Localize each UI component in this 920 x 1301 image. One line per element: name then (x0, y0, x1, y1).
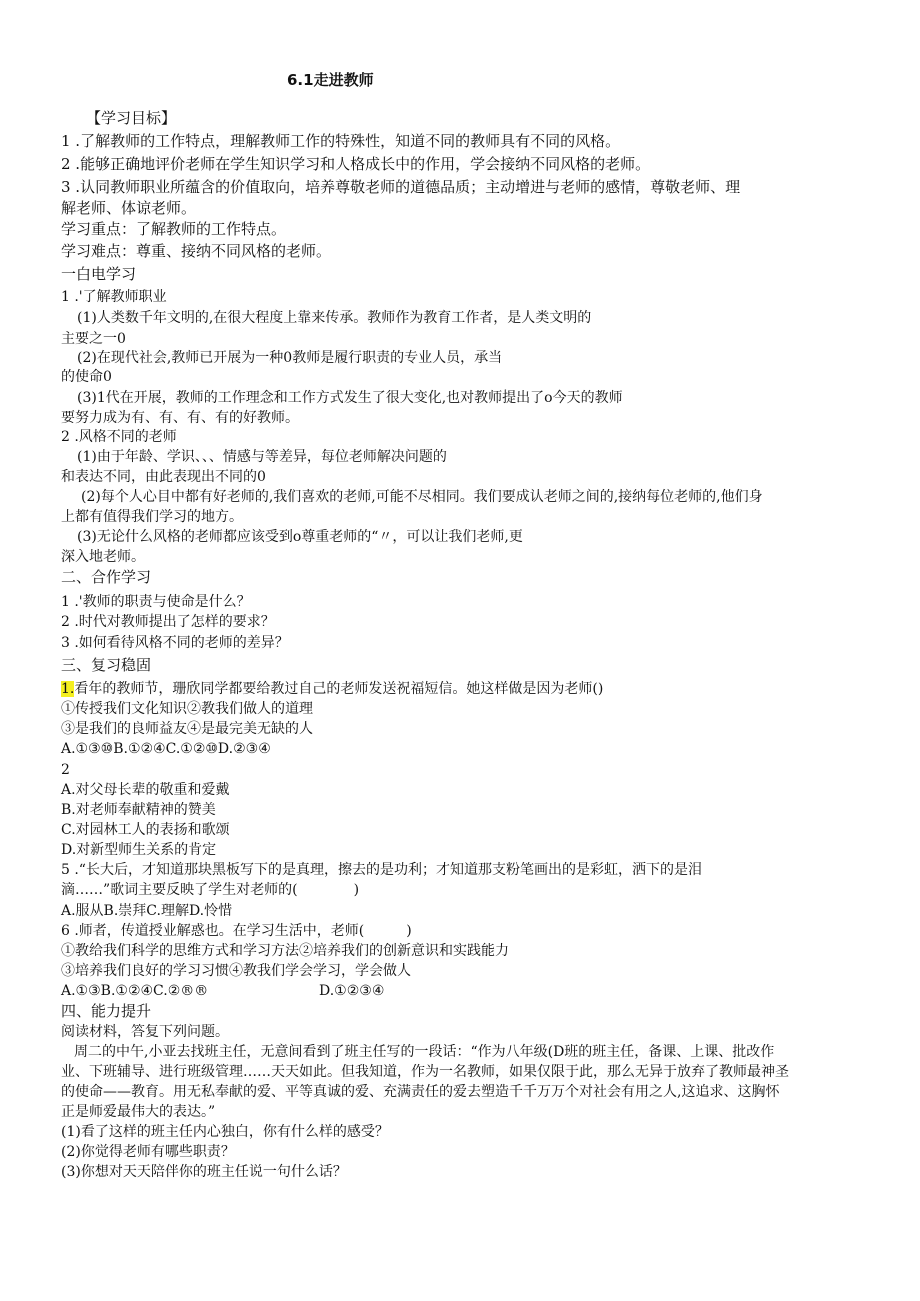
answer-question: (2)你觉得老师有哪些职责？ (61, 1144, 235, 1160)
paragraph-line: 主要之一0 (61, 331, 126, 347)
choice-line: A.服从B.崇拜C.理解D.怜惜 (61, 903, 233, 919)
material-line: 正是师爱最伟大的表达。” (61, 1104, 216, 1120)
paragraph-line: 深入地老师。 (61, 549, 145, 565)
answer-question: (3)你想对天天陪伴你的班主任说一句什么话？ (61, 1164, 347, 1180)
goal-item-3-cont: 解老师、体谅老师。 (61, 199, 197, 217)
paragraph-line: (2)每个人心目中都有好老师的,我们喜欢的老师,可能不尽相同。我们要成认老师之间的,接纳每位老师的,他们身 (81, 489, 763, 505)
section-2-heading: 二、合作学习 (61, 568, 152, 586)
question-number: 2 (61, 762, 70, 778)
section-4-heading: 四、能力提升 (61, 1002, 152, 1020)
paragraph-line: 的使命0 (61, 369, 112, 385)
question-5: 5 .“长大后，才知道那块黑板写下的是真理，擦去的是功利；才知道那支粉笔画出的是彩虹，洒下的是泪 (61, 862, 702, 878)
option-line: D.对新型师生关系的肯定 (61, 842, 217, 858)
subsection-2-heading: 2 .风格不同的老师 (61, 429, 177, 445)
paragraph-line: 和表达不同，由此表现出不同的0 (61, 469, 266, 485)
section-3-heading: 三、复习稳固 (61, 656, 152, 674)
goal-item-2: 2 .能够正确地评价老师在学生知识学习和人格成长中的作用，学会接纳不同风格的老师。 (61, 155, 651, 173)
page-title: 6.1走进教师 (287, 71, 374, 89)
material-line: 业、下班辅导、进行班级管理……天天如此。但我知道，作为一名教师，如果仅限于此，那么无异于放弃了教师最神圣 (61, 1064, 789, 1080)
goal-item-1: 1 .了解教师的工作特点，理解教师工作的特殊性，知道不同的教师具有不同的风格。 (61, 132, 621, 150)
question-5-cont: 滴……”歌词主要反映了学生对老师的( ) (61, 882, 360, 898)
choice-line: A.①③⑩B.①②④C.①②⑩D.②③④ (61, 741, 271, 757)
paragraph-line: 上都有值得我们学习的地方。 (61, 509, 243, 525)
choice-line: A.①③B.①②④C.②®® (61, 983, 209, 999)
goal-item-3: 3 .认同教师职业所蕴含的价值取向，培养尊敬老师的道德品质；主动增进与老师的感情，尊敬老师、理 (61, 178, 741, 196)
paragraph-line: (2)在现代社会,教师已开展为一种0教师是履行职责的专业人员，承当 (77, 350, 503, 366)
option-line: C.对园林工人的表扬和歌颂 (61, 822, 230, 838)
question-item: 3 .如何看待风格不同的老师的差异？ (61, 635, 289, 651)
question-text: 看年的教师节，珊欣同学都要给教过自己的老师发送祝福短信。她这样做是因为老师() (74, 681, 604, 697)
paragraph-line: (3)无论什么风格的老师都应该受到o尊重老师的“〃，可以让我们老师,更 (77, 529, 523, 545)
section-1-heading: 一白电学习 (61, 265, 137, 283)
option-line: B.对老师奉献精神的赞美 (61, 802, 216, 818)
paragraph-line: (1)由于年龄、学识、、、情感与等差异，每位老师解决问题的 (77, 449, 447, 465)
material-line: 周二的中午,小亚去找班主任，无意间看到了班主任写的一段话：“作为八年级(D班的班主任，备课、上课、批改作 (74, 1044, 775, 1060)
answer-question: (1)看了这样的班主任内心独白，你有什么样的感受？ (61, 1124, 389, 1140)
option-line: ①教给我们科学的思维方式和学习方法②培养我们的创新意识和实践能力 (61, 943, 509, 959)
question-1 (61, 680, 603, 698)
question-item: 1 .'教师的职责与使命是什么？ (61, 594, 251, 610)
question-item: 2 .时代对教师提出了怎样的要求？ (61, 614, 275, 630)
option-line: ①传授我们文化知识②教我们做人的道理 (61, 701, 313, 717)
question-number-highlight: 1. (61, 681, 75, 697)
option-line: ③是我们的良师益友④是最完美无缺的人 (61, 721, 313, 737)
paragraph-line: (1)人类数千年文明的,在很大程度上靠来传承。教师作为教育工作者，是人类文明的 (77, 310, 592, 326)
choice-line: D.①②③④ (319, 983, 385, 999)
question-6: 6 .师者，传道授业解惑也。在学习生活中，老师( ) (61, 923, 412, 939)
option-line: A.对父母长辈的敬重和爱戴 (61, 782, 230, 798)
paragraph-line: 要努力成为有、有、有、有的好教师。 (61, 410, 299, 426)
paragraph-line: (3)1代在开展，教师的工作理念和工作方式发生了很大变化,也对教师提出了o今天的教师 (77, 390, 623, 406)
key-point: 学习重点：了解教师的工作特点。 (61, 220, 287, 238)
instruction-line: 阅读材料，答复下列问题。 (61, 1024, 229, 1040)
goals-header: 【学习目标】 (86, 109, 177, 127)
option-line: ③培养我们良好的学习习惯④教我们学会学习，学会做人 (61, 963, 411, 979)
difficult-point: 学习难点：尊重、接纳不同风格的老师。 (61, 242, 332, 260)
subsection-1-heading: 1 .'了解教师职业 (61, 289, 167, 305)
material-line: 的使命——教育。用无私奉献的爱、平等真诚的爱、充满责任的爱去塑造千千万万个对社会有用之人,这追求、这胸怀 (61, 1084, 780, 1100)
